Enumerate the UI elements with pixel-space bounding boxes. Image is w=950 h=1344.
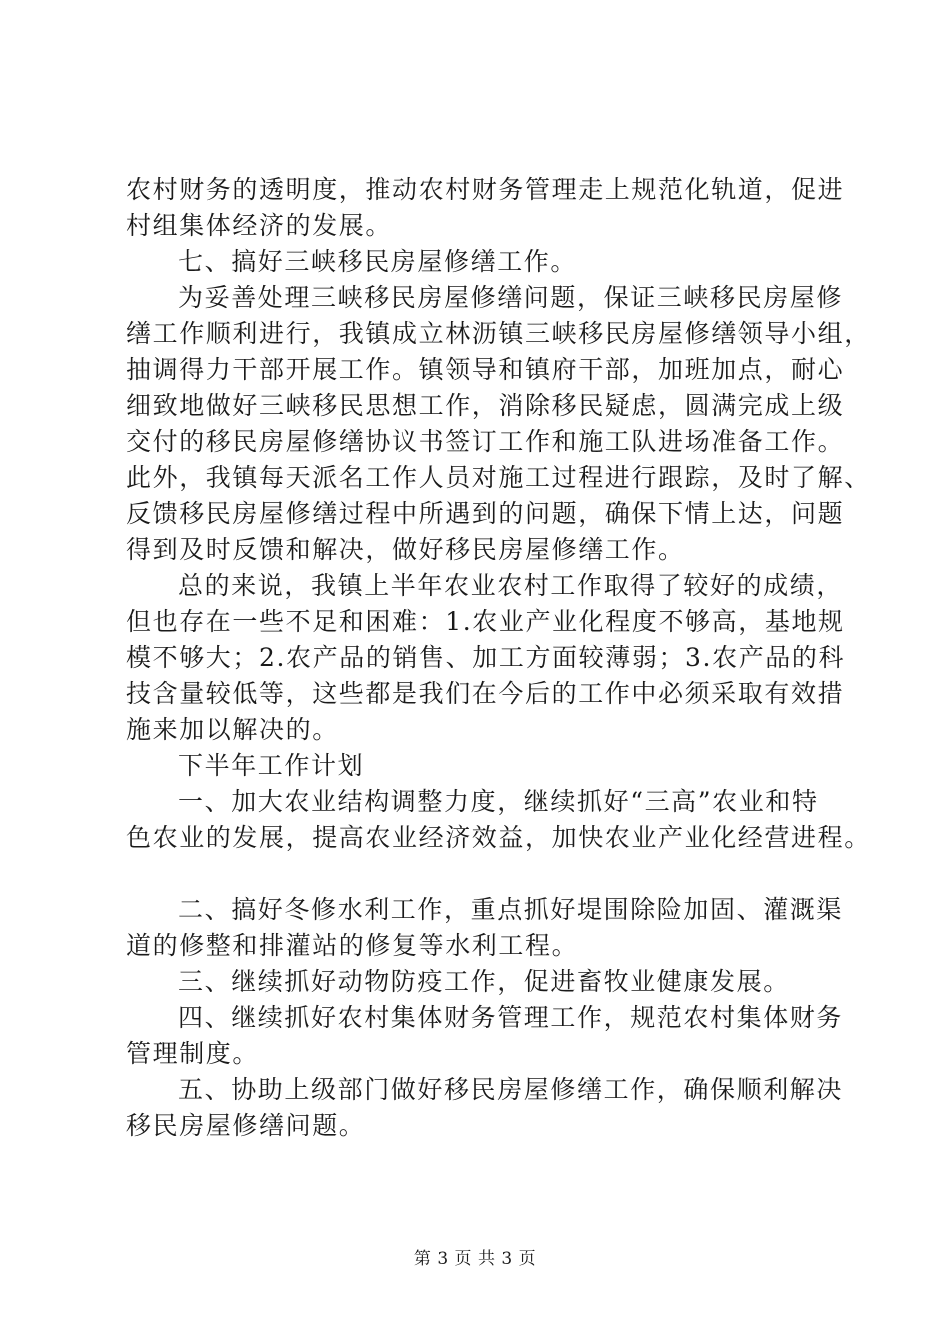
- text-line: [126, 856, 826, 892]
- text-line: 反馈移民房屋修缮过程中所遇到的问题，确保下情上达，问题: [126, 499, 845, 528]
- text-line: 施来加以解决的。: [126, 715, 339, 744]
- text-line: 交付的移民房屋修缮协议书签订工作和施工队进场准备工作。: [126, 427, 845, 456]
- text-line: 二、搞好冬修水利工作，重点抓好堤围除险加固、灌溉渠: [178, 895, 844, 924]
- page-footer: 第 3 页 共 3 页: [413, 1249, 537, 1269]
- text-line: 此外，我镇每天派名工作人员对施工过程进行跟踪，及时了解、: [126, 463, 871, 492]
- text-line: 三、继续抓好动物防疫工作，促进畜牧业健康发展。: [178, 967, 790, 996]
- text-line: 移民房屋修缮问题。: [126, 1111, 366, 1140]
- text-line: 技含量较低等，这些都是我们在今后的工作中必须采取有效措: [126, 679, 845, 708]
- document-body: [126, 172, 871, 1144]
- text-line: 但也存在一些不足和困难：1.农业产业化程度不够高，基地规: [126, 607, 845, 636]
- text-line: 农村财务的透明度，推动农村财务管理走上规范化轨道，促进: [126, 175, 845, 204]
- text-line: 管理制度。: [126, 1039, 260, 1068]
- text-line: 道的修整和排灌站的修复等水利工程。: [126, 931, 579, 960]
- text-line: 总的来说，我镇上半年农业农村工作取得了较好的成绩，: [178, 571, 844, 600]
- text-line: 一、加大农业结构调整力度，继续抓好“三高”农业和特: [178, 787, 819, 816]
- text-line: 五、协助上级部门做好移民房屋修缮工作，确保顺利解决: [178, 1075, 844, 1104]
- text-line: 抽调得力干部开展工作。镇领导和镇府干部，加班加点，耐心: [126, 355, 845, 384]
- text-line: 得到及时反馈和解决，做好移民房屋修缮工作。: [126, 535, 685, 564]
- text-line: 模不够大；2.农产品的销售、加工方面较薄弱；3.农产品的科: [126, 643, 846, 672]
- text-line: 七、搞好三峡移民房屋修缮工作。: [178, 247, 578, 276]
- text-line: 细致地做好三峡移民思想工作，消除移民疑虑，圆满完成上级: [126, 391, 845, 420]
- text-line: 四、继续抓好农村集体财务管理工作，规范农村集体财务: [178, 1003, 844, 1032]
- text-line: 为妥善处理三峡移民房屋修缮问题，保证三峡移民房屋修: [178, 283, 844, 312]
- text-line: 下半年工作计划: [178, 751, 365, 780]
- text-line: 缮工作顺利进行，我镇成立林沥镇三峡移民房屋修缮领导小组，: [126, 319, 871, 348]
- text-line: 色农业的发展，提高农业经济效益，加快农业产业化经营进程。: [126, 823, 871, 852]
- text-line: 村组集体经济的发展。: [126, 211, 393, 240]
